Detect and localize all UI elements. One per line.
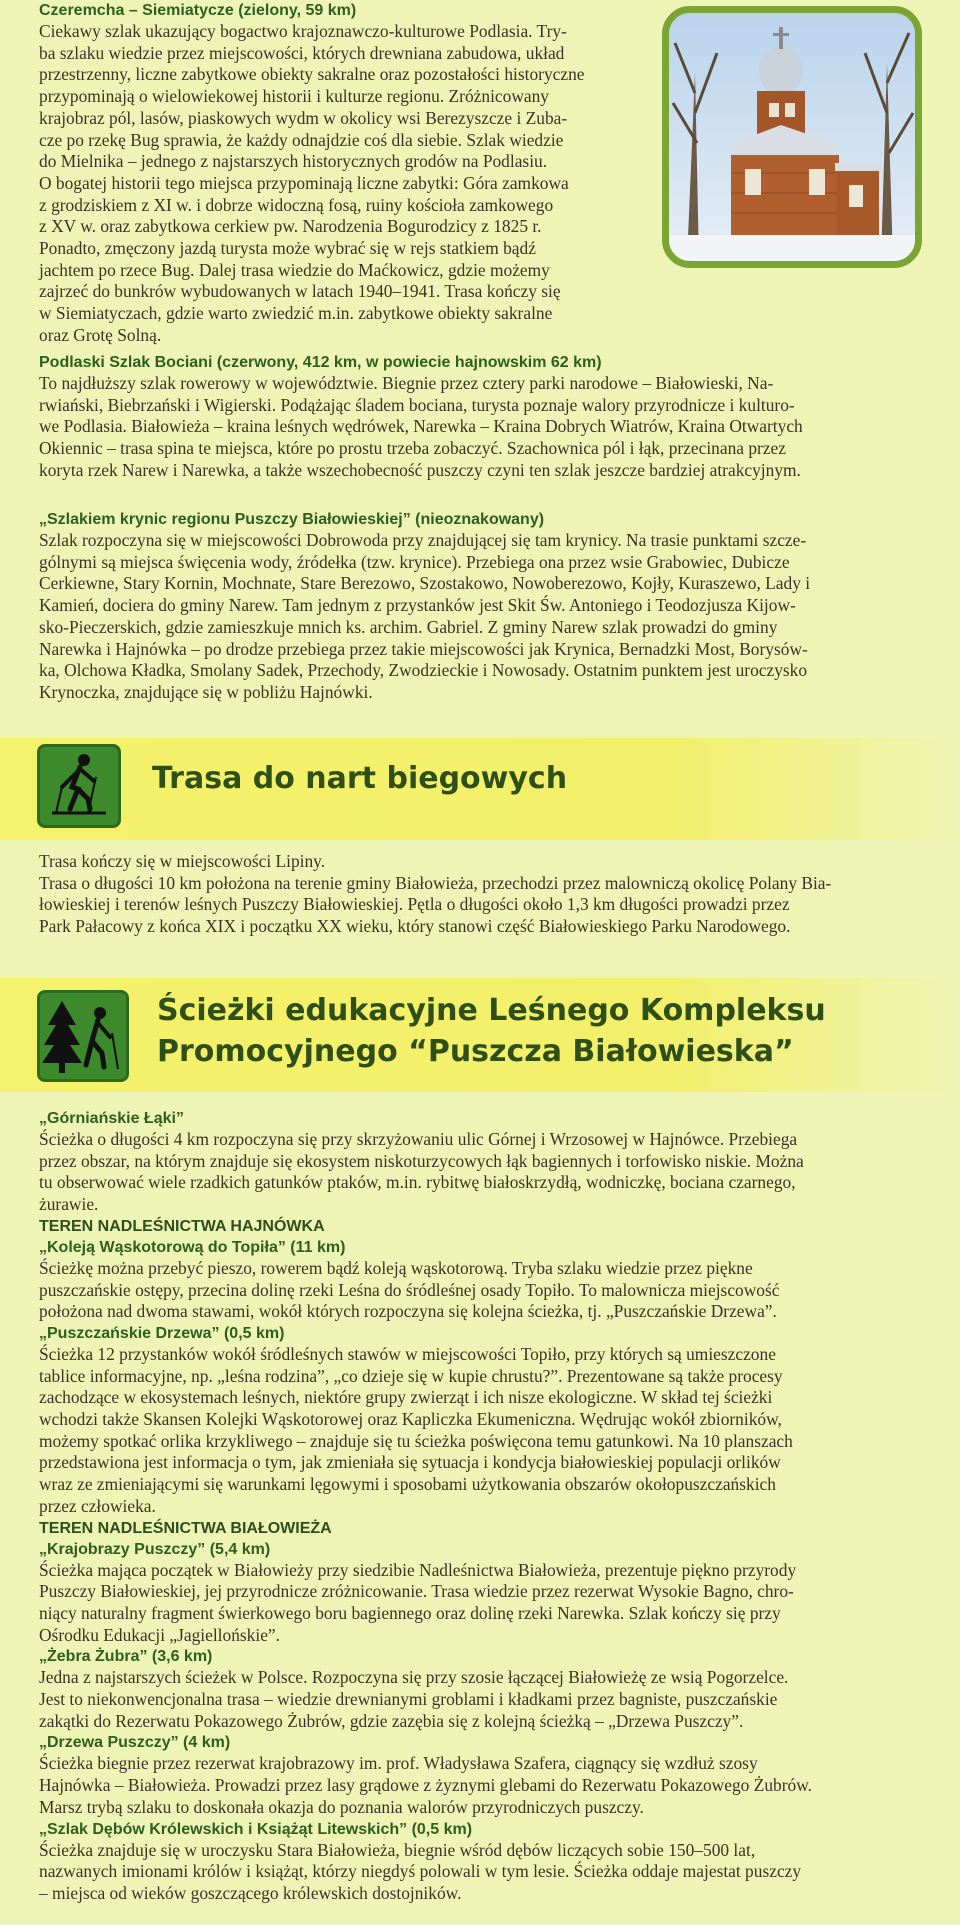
sciezki-title-line2: Promocyjnego “Puszcza Białowieska” <box>157 1034 794 1069</box>
bociani-title: Podlaski Szlak Bociani (czerwony, 412 km, w powiecie hajnowskim 62 km) <box>39 354 602 371</box>
text-line: zakątki do Rezerwatu Pokazowego Żubrów, gdzie zazębia się z kolejną ścieżką – „Drzewa Puszczy”. <box>39 1710 744 1731</box>
krynic-title: „Szlakiem krynic regionu Puszczy Białowieskiej” (nieoznakowany) <box>39 511 545 528</box>
zebra-text <box>39 1667 949 1732</box>
drzewa-text <box>39 1344 949 1518</box>
bociani-section <box>39 352 949 482</box>
text-line: nazwanych imionami królów i książąt, którzy niegdyś polowali w tym lesie. Ścieżka oddaje majestat puszczy <box>39 1861 802 1882</box>
krajobrazy-title: „Krajobrazy Puszczy” (5,4 km) <box>39 1540 271 1558</box>
text-line: Ścieżka znajduje się w uroczysku Stara Białowieża, biegnie wśród dębów liczących sobie 150–500 lat, <box>39 1839 756 1860</box>
text-line: ka, Olchowa Kładka, Smolany Sadek, Przechody, Zwodzieckie i Nowosady. Ostatnim punktem jest uroczysko <box>39 660 808 681</box>
text-line: Trasa o długości 10 km położona na terenie gminy Białowieża, przechodzi przez malowniczą okolicę Polany Bia- <box>39 872 832 893</box>
hajnowka-header: TEREN NADLEŚNICTWA HAJNÓWKA <box>39 1217 325 1235</box>
bociani-text <box>39 373 949 482</box>
text-line: zajrzeć do bunkrów wybudowanych w latach 1940–1941. Trasa kończy się <box>39 281 561 302</box>
kolejka-title: „Koleją Wąskotorową do Topiła” (11 km) <box>39 1238 346 1256</box>
text-line: przestrzenny, liczne zabytkowe obiekty sakralne oraz pozostałości historyczne <box>39 64 585 85</box>
text-line: Cerkiewne, Stary Kornin, Mochnate, Stare Berezowo, Szostakowo, Nowoberezowo, Kojły, Kuraszewo, Lady i <box>39 573 811 594</box>
text-line: oraz Grotę Solną. <box>39 324 162 345</box>
church-illustration <box>669 13 915 261</box>
bialowieza-header: TEREN NADLEŚNICTWA BIAŁOWIEŻA <box>39 1519 332 1537</box>
text-line: jachtem po rzece Bug. Dalej trasa wiedzie do Maćkowicz, gdzie możemy <box>39 259 550 280</box>
nart-text <box>39 851 949 938</box>
krajobrazy-text <box>39 1560 949 1647</box>
text-line: puszczańskie ostępy, przecina dolinę rzeki Leśna do śródleśnej osady Topiło. To malownicza miejscowość <box>39 1279 780 1300</box>
drzewa-puszczy-text <box>39 1753 949 1818</box>
krynic-section <box>39 509 949 704</box>
text-line: Jest to niekonwencjonalna trasa – wiedzie drewnianymi groblami i kładkami przez bagniste, puszczańskie <box>39 1689 778 1710</box>
text-line: Okiennic – trasa spina te miejsca, które po prostu trzeba zobaczyć. Szachownica pól i łąk, przecinana przez <box>39 438 786 459</box>
text-line: Hajnówka – Białowieża. Prowadzi przez lasy grądowe z żyznymi glebami do Rezerwatu Pokazowego Żubrów. <box>39 1775 812 1796</box>
nart-section <box>39 851 949 938</box>
text-line: tablice informacyjne, np. „leśna rodzina”, „co dzieje się w kupie chrustu?”. Prezentowane są także procesy <box>39 1365 783 1386</box>
text-line: łowieskiej i terenów leśnych Puszczy Białowieskiej. Pętla o długości około 1,3 km długości prowadzi przez <box>39 894 790 915</box>
text-line: możemy spotkać orlika krzykliwego – znajduje się tu ścieżka poświęcona temu gatunkowi. Na 10 planszach <box>39 1430 793 1451</box>
nart-title: Trasa do nart biegowych <box>152 761 568 796</box>
text-line: Ośrodku Edukacji „Jagiellońskie”. <box>39 1624 280 1645</box>
drzewa-title: „Puszczańskie Drzewa” (0,5 km) <box>39 1324 285 1342</box>
zebra-title: „Żebra Żubra” (3,6 km) <box>39 1648 213 1666</box>
skier-icon <box>37 744 121 828</box>
czeremcha-section <box>39 0 659 347</box>
text-line: sko-Pieczerskich, gdzie zamieszkuje mnich ks. archim. Gabriel. Z gminy Narew szlak prowadzi do gminy <box>39 616 778 637</box>
text-line: Krynoczka, znajdujące się w pobliżu Hajnówki. <box>39 681 373 702</box>
text-line: przez obszar, na którym znajduje się ekosystem niskoturzycowych łąk bagiennych i torfowisko niskie. Można <box>39 1150 804 1171</box>
text-line: Ścieżka 12 przystanków wokół śródleśnych stawów w miejscowości Topiło, przy których są umieszczone <box>39 1343 776 1364</box>
czeremcha-text <box>39 21 659 347</box>
text-line: do Mielnika – jednego z najstarszych historycznych grodów na Podlasiu. <box>39 151 548 172</box>
text-line: To najdłuższy szlak rowerowy w województwie. Biegnie przez cztery parki narodowe – Białowieski, Na- <box>39 373 774 393</box>
text-line: Szlak rozpoczyna się w miejscowości Dobrowoda przy znajdującej się tam krynicy. Na trasie punktami szcze- <box>39 530 807 550</box>
text-line: Ponadto, zmęczony jazdą turysta może wybrać się w rejs statkiem bądź <box>39 238 536 259</box>
text-line: niący naturalny fragment świerkowego boru bagiennego oraz dolinę rzeki Narewka. Szlak kończy się przy <box>39 1602 781 1623</box>
drzewa-puszczy-title: „Drzewa Puszczy” (4 km) <box>39 1734 231 1752</box>
text-line: Narewka i Hajnówka – po drodze przebiega przez takie miejscowości jak Krynica, Bernadzki Most, Borysów- <box>39 638 808 659</box>
text-line: Ścieżka biegnie przez rezerwat krajobrazowy im. prof. Władysława Szafera, ciągnący się wzdłuż szosy <box>39 1753 758 1774</box>
text-line: Ścieżka mająca początek w Białowieży przy siedzibie Nadleśnictwa Białowieża, prezentuje piękno przyrody <box>39 1559 797 1580</box>
text-line: – miejsca od wieków goszczącego królewskich dostojników. <box>39 1882 462 1903</box>
text-line: O bogatej historii tego miejsca przypominają liczne zabytki: Góra zamkowa <box>39 172 569 193</box>
text-line: krajobraz pól, lasów, piaskowych wydm w okolicy wsi Berezyszcze i Zuba- <box>39 107 568 128</box>
wooden-church-photo <box>662 6 922 268</box>
deby-title: „Szlak Dębów Królewskich i Książąt Litewskich” (0,5 km) <box>39 1820 473 1838</box>
text-line: z XV w. oraz zabytkowa cerkiew pw. Narodzenia Bogurodzicy z 1825 r. <box>39 216 542 237</box>
text-line: Jedna z najstarszych ścieżek w Polsce. Rozpoczyna się przy szosie łączącej Białowieżę ze wsią Pogorzelce. <box>39 1667 789 1688</box>
text-line: Marsz trybą szlaku to doskonała okazja do poznania walorów przyrodniczych puszczy. <box>39 1796 644 1817</box>
text-line: gólnymi są miejsca święcenia wody, źródełka (tzw. krynice). Przebiega ona przez wsie Grabowiec, Dubicze <box>39 551 790 572</box>
gorn-title: „Górniańskie Łąki” <box>39 1110 184 1127</box>
kolejka-text <box>39 1258 949 1323</box>
text-line: Park Pałacowy z końca XIX i początku XX wieku, który stanowi część Białowieskiego Parku Narodowego. <box>39 916 791 937</box>
text-line: Puszczy Białowieskiej, jej przyrodnicze zróżnicowanie. Trasa wiedzie przez rezerwat Wysokie Bagno, chro- <box>39 1581 794 1602</box>
skier-glyph <box>40 747 118 825</box>
hikers-tree-icon <box>37 990 129 1082</box>
text-line: zachodzące w ekosystemach leśnych, niektóre grupy zwierząt i ich nisze ekologiczne. W skład tej ścieżki <box>39 1387 773 1408</box>
sciezki-title-line1: Ścieżki edukacyjne Leśnego Kompleksu <box>157 993 826 1028</box>
text-line: Ciekawy szlak ukazujący bogactwo krajoznawczo-kulturowe Podlasia. Try- <box>39 21 567 41</box>
text-line: Ścieżkę można przebyć pieszo, rowerem bądź koleją wąskotorową. Tryba szlaku wiedzie przez piękne <box>39 1257 753 1278</box>
text-line: wraz ze zmieniającymi się warunkami lęgowymi i sposobami użytkowania obszarów okołopuszczańskich <box>39 1474 776 1495</box>
gorn-text <box>39 1129 949 1216</box>
text-line: rwiański, Biebrzański i Wigierski. Podążając śladem bociana, turysta poznaje walory przyrodnicze i kulturo- <box>39 394 795 415</box>
text-line: cze po rzekę Bug sprawia, że każdy odnajdzie coś dla siebie. Szlak wiedzie <box>39 129 564 150</box>
hikers-tree-glyph <box>40 993 126 1079</box>
text-line: ba szlaku wiedzie przez miejscowości, których drewniana zabudowa, układ <box>39 42 565 63</box>
text-line: wchodzi także Skansen Kolejki Wąskotorowej oraz Kapliczka Ekumeniczna. Wędrując wokół zbiorników, <box>39 1409 782 1430</box>
text-line: z grodziskiem z XI w. i dobrze widoczną fosą, ruiny kościoła zamkowego <box>39 194 554 215</box>
text-line: Trasa kończy się w miejscowości Lipiny. <box>39 851 326 871</box>
text-line: położona nad dwoma stawami, wokół których rozpoczyna się kolejna ścieżka, tj. „Puszczańskie Drzewa”. <box>39 1301 777 1322</box>
deby-text <box>39 1840 949 1905</box>
text-line: przypominają o wielowiekowej historii i kulturze regionu. Zróżnicowany <box>39 86 549 107</box>
text-line: w Siemiatyczach, gdzie warto zwiedzić m.in. zabytkowe obiekty sakralne <box>39 303 553 324</box>
czeremcha-title: Czeremcha – Siemiatycze (zielony, 59 km) <box>39 2 357 19</box>
text-line: przez człowieka. <box>39 1495 156 1516</box>
text-line: we Podlasia. Białowieża – kraina leśnych wędrówek, Narewka – Kraina Dobrych Wiatrów, Kraina Otwartych <box>39 416 803 437</box>
text-line: tu obserwować wiele rzadkich gatunków ptaków, m.in. rybitwę białoskrzydłą, wodniczkę, bociana czarnego, <box>39 1172 796 1193</box>
text-line: koryta rzek Narew i Narewka, a także wszechobecność puszczy czyni ten szlak jeszcze bardziej atrakcyjnym. <box>39 459 801 480</box>
text-line: Ścieżka o długości 4 km rozpoczyna się przy skrzyżowaniu ulic Górnej i Wrzosowej w Hajnówce. Przebiega <box>39 1129 798 1149</box>
sciezki-section <box>39 1108 949 1905</box>
text-line: Kamień, dociera do gminy Narew. Tam jednym z przystanków jest Skit Św. Antoniego i Teodozjusza Kijow- <box>39 595 796 616</box>
krynic-text <box>39 530 949 704</box>
text-line: przedstawiona jest informacja o tym, jak zmieniała się sytuacja i kondycja białowieskiej populacji orlików <box>39 1452 781 1473</box>
text-line: żurawie. <box>39 1194 99 1215</box>
